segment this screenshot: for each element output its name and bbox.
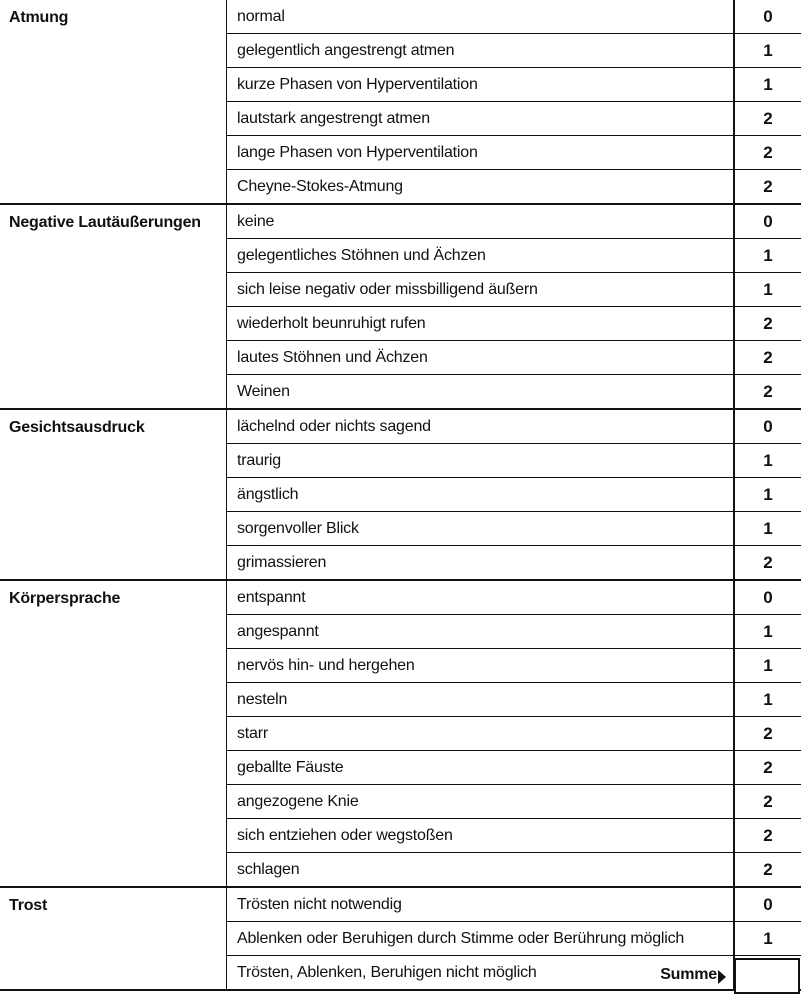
item-score: 2 [733, 785, 801, 818]
table-row [227, 169, 801, 203]
item-description: angespannt [237, 622, 319, 640]
item-description: Ablenken oder Beruhigen durch Stimme oder Berührung möglich [237, 929, 685, 947]
item-description: lautes Stöhnen und Ächzen [237, 348, 428, 366]
category-group [0, 581, 801, 888]
table-row [227, 272, 801, 306]
item-score: 2 [733, 136, 801, 169]
item-score: 0 [733, 888, 801, 921]
item-description: starr [237, 724, 269, 742]
table-row [227, 581, 801, 614]
category-group [0, 205, 801, 410]
category-label: Körpersprache [0, 581, 227, 886]
item-score: 1 [733, 512, 801, 545]
item-score: 2 [733, 341, 801, 374]
item-score: 2 [733, 546, 801, 579]
table-row [227, 682, 801, 716]
item-score: 0 [733, 205, 801, 238]
item-description: sich leise negativ oder missbilligend äußern [237, 280, 538, 298]
item-description: nesteln [237, 690, 288, 708]
table-row [227, 67, 801, 101]
item-description: lautstark angestrengt atmen [237, 109, 430, 127]
category-items [227, 0, 801, 203]
item-description: Cheyne-Stokes-Atmung [237, 177, 403, 195]
item-description: schlagen [237, 860, 300, 878]
category-label: Negative Lautäußerungen [0, 205, 227, 408]
table-row [227, 648, 801, 682]
item-description: wiederholt beunruhigt rufen [237, 314, 426, 332]
item-description: geballte Fäuste [237, 758, 344, 776]
table-row [227, 852, 801, 886]
item-score: 1 [733, 649, 801, 682]
item-description: traurig [237, 451, 281, 469]
item-description: nervös hin- und hergehen [237, 656, 415, 674]
item-description: sich entziehen oder wegstoßen [237, 826, 453, 844]
table-row [227, 511, 801, 545]
item-score: 0 [733, 581, 801, 614]
item-score: 2 [733, 751, 801, 784]
table-row [227, 818, 801, 852]
item-score: 1 [733, 273, 801, 306]
summary-label: Summe [660, 966, 717, 983]
table-row [227, 614, 801, 648]
arrow-right-icon [718, 970, 726, 984]
category-group [0, 0, 801, 205]
item-score: 0 [733, 0, 801, 33]
item-description: Weinen [237, 382, 290, 400]
item-description: entspannt [237, 588, 306, 606]
item-score: 2 [733, 170, 801, 203]
item-score: 2 [733, 102, 801, 135]
category-label: Atmung [0, 0, 227, 203]
item-description: lächelnd oder nichts sagend [237, 417, 431, 435]
table-row [227, 545, 801, 579]
category-label: Trost [0, 888, 227, 989]
item-description: sorgenvoller Blick [237, 519, 359, 537]
item-score: 1 [733, 478, 801, 511]
item-score: 2 [733, 307, 801, 340]
item-score: 2 [733, 375, 801, 408]
table-row [227, 33, 801, 67]
item-description: kurze Phasen von Hyperventilation [237, 75, 478, 93]
table-row [227, 716, 801, 750]
table-row [227, 374, 801, 408]
item-description: normal [237, 7, 285, 25]
item-description: lange Phasen von Hyperventilation [237, 143, 478, 161]
item-description: angezogene Knie [237, 792, 359, 810]
table-row [227, 306, 801, 340]
table-row [227, 135, 801, 169]
item-score: 1 [733, 615, 801, 648]
summary-row [0, 958, 801, 995]
item-score: 1 [733, 34, 801, 67]
item-score: 2 [733, 853, 801, 886]
table-row [227, 238, 801, 272]
table-row [227, 750, 801, 784]
item-score: 1 [733, 239, 801, 272]
item-description: Trösten nicht notwendig [237, 895, 402, 913]
table-row [227, 205, 801, 238]
item-description: gelegentlich angestrengt atmen [237, 41, 455, 59]
category-items [227, 581, 801, 886]
item-score: 2 [733, 819, 801, 852]
table-row [227, 784, 801, 818]
category-label: Gesichtsausdruck [0, 410, 227, 579]
item-score: 1 [733, 444, 801, 477]
summary-total-field[interactable] [734, 958, 800, 994]
category-items [227, 205, 801, 408]
item-score: 2 [733, 717, 801, 750]
category-group [0, 410, 801, 581]
item-description: keine [237, 212, 275, 230]
item-score: 1 [733, 922, 801, 955]
category-items [227, 410, 801, 579]
item-description: grimassieren [237, 553, 327, 571]
item-score: 1 [733, 683, 801, 716]
table-row [227, 410, 801, 443]
table-row [227, 888, 801, 921]
item-description: gelegentliches Stöhnen und Ächzen [237, 246, 486, 264]
table-row [227, 0, 801, 33]
item-score: 0 [733, 410, 801, 443]
table-row [227, 340, 801, 374]
table-row [227, 477, 801, 511]
table-row [227, 443, 801, 477]
item-description: Trösten, Ablenken, Beruhigen nicht möglich [237, 963, 537, 981]
table-row [227, 921, 801, 955]
table-row [227, 101, 801, 135]
item-score: 1 [733, 68, 801, 101]
item-description: ängstlich [237, 485, 299, 503]
